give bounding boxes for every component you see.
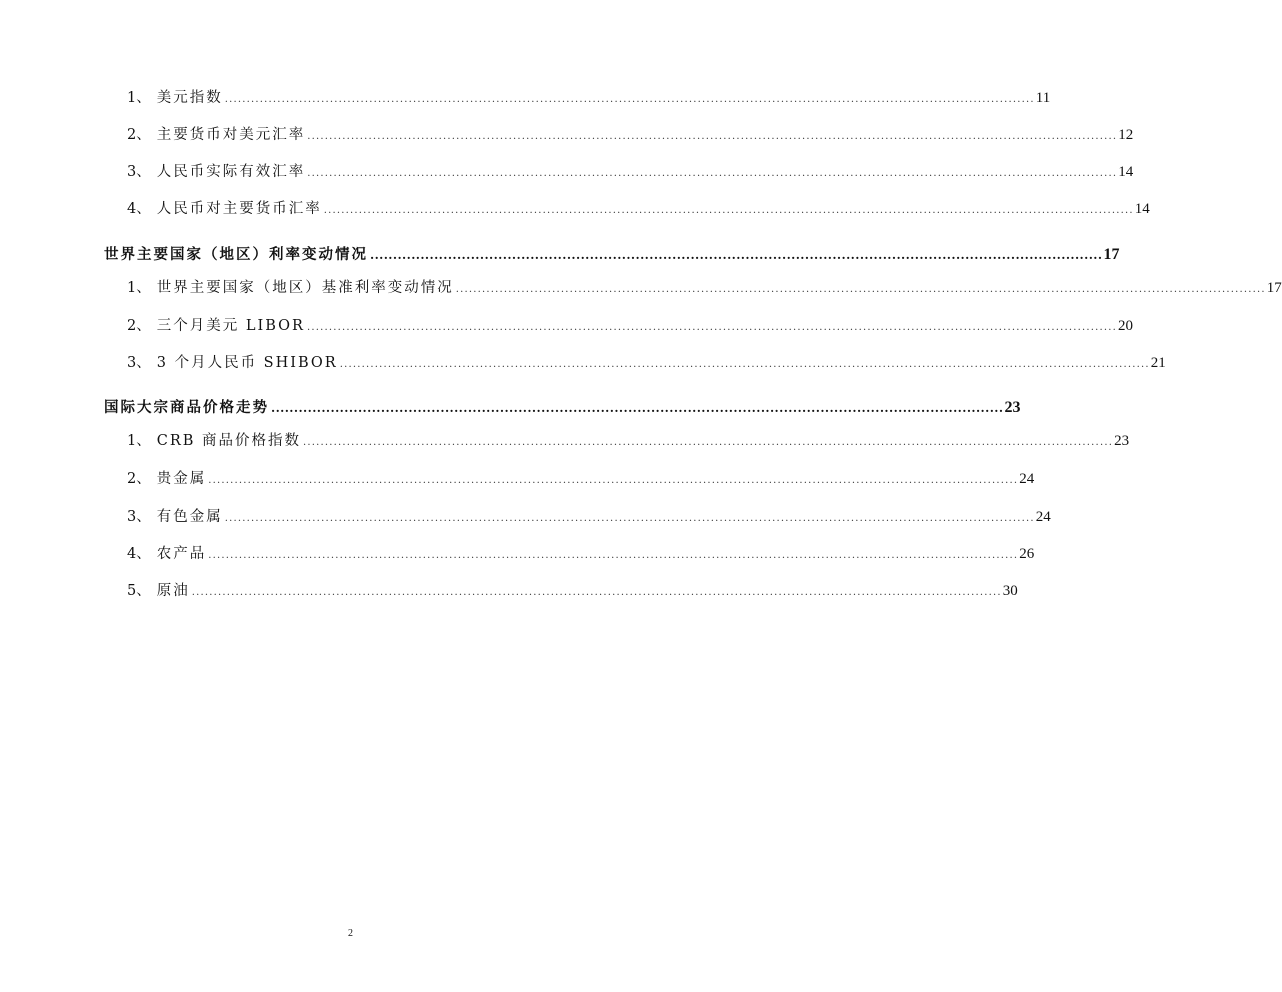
toc-entry-number: 4、 xyxy=(127,546,151,562)
toc-entry-rmb-reer[interactable] xyxy=(127,162,1134,182)
toc-entry-title: 人民币实际有效汇率 xyxy=(156,164,306,180)
toc-section-interest-rates[interactable] xyxy=(104,245,1120,265)
toc-entry-crb-index[interactable] xyxy=(127,431,1130,451)
toc-dot-leader: ......................................................................................................................................................................................... xyxy=(224,513,1035,524)
toc-section-page: 17 xyxy=(1103,246,1120,263)
toc-entry-number: 1、 xyxy=(127,90,151,106)
toc-section-page: 23 xyxy=(1004,399,1021,416)
toc-entry-agricultural-products[interactable] xyxy=(127,544,1035,564)
toc-entry-page: 12 xyxy=(1118,127,1134,143)
toc-entry-number: 2、 xyxy=(127,318,151,334)
toc-entry-title: 农产品 xyxy=(156,546,207,562)
toc-entry-number: 2、 xyxy=(127,471,151,487)
toc-entry-title: 世界主要国家（地区）基准利率变动情况 xyxy=(156,280,454,296)
toc-entry-title: 原油 xyxy=(156,583,190,599)
toc-entry-usd-libor[interactable] xyxy=(127,316,1133,336)
toc-entry-page: 14 xyxy=(1118,164,1134,180)
toc-entry-precious-metals[interactable] xyxy=(127,469,1035,489)
toc-entry-page: 30 xyxy=(1002,583,1018,599)
toc-dot-leader: ......................................................................................................................................................................................... xyxy=(303,437,1114,448)
toc-entry-title: 美元指数 xyxy=(156,90,223,106)
toc-dot-leader: ......................................................................................................................................................................................... xyxy=(191,587,1002,598)
toc-entry-page: 14 xyxy=(1134,201,1150,217)
toc-dot-leader: ......................................................................................................................................................................................... xyxy=(208,475,1019,486)
toc-entry-title: 主要货币对美元汇率 xyxy=(156,127,306,143)
toc-entry-title: CRB 商品价格指数 xyxy=(156,433,302,449)
toc-entry-number: 1、 xyxy=(127,433,151,449)
toc-entry-rmb-vs-major[interactable] xyxy=(127,199,1150,219)
toc-entry-page: 21 xyxy=(1150,355,1166,371)
toc-entry-title: 三个月美元 LIBOR xyxy=(156,318,305,334)
toc-section-title: 世界主要国家（地区）利率变动情况 xyxy=(104,246,368,263)
toc-entry-page: 24 xyxy=(1019,471,1035,487)
toc-dot-leader: ......................................................................................................................................................................................... xyxy=(323,205,1134,216)
toc-entry-number: 3、 xyxy=(127,164,151,180)
toc-entry-major-currencies-vs-usd[interactable] xyxy=(127,125,1134,145)
toc-entry-benchmark-rates[interactable] xyxy=(127,278,1282,298)
toc-entry-title: 3 个月人民币 SHIBOR xyxy=(156,355,338,371)
toc-entry-title: 人民币对主要货币汇率 xyxy=(156,201,322,217)
toc-entry-number: 3、 xyxy=(127,509,151,525)
toc-section-commodities[interactable] xyxy=(104,398,1021,418)
toc-entry-number: 1、 xyxy=(127,280,151,296)
toc-dot-leader: ......................................................................................................................................................................................... xyxy=(224,94,1035,105)
toc-entry-page: 17 xyxy=(1266,280,1282,296)
toc-entry-page: 11 xyxy=(1035,90,1051,106)
page-number: 2 xyxy=(348,928,353,939)
toc-entry-number: 2、 xyxy=(127,127,151,143)
toc-dot-leader: ......................................................................................................................................................................................... xyxy=(307,168,1118,179)
toc-entry-title: 贵金属 xyxy=(156,471,207,487)
toc-dot-leader: ................................................................................................................................................................ xyxy=(370,248,1103,262)
toc-dot-leader: ......................................................................................................................................................................................... xyxy=(307,131,1118,142)
toc-entry-page: 23 xyxy=(1114,433,1130,449)
toc-entry-number: 3、 xyxy=(127,355,151,371)
toc-entry-page: 24 xyxy=(1035,509,1051,525)
toc-entry-dollar-index[interactable] xyxy=(127,88,1051,108)
toc-entry-title: 有色金属 xyxy=(156,509,223,525)
toc-dot-leader: ......................................................................................................................................................................................... xyxy=(455,284,1266,295)
toc-entry-rmb-shibor[interactable] xyxy=(127,353,1166,373)
toc-entry-page: 20 xyxy=(1118,318,1133,334)
toc-dot-leader: ......................................................................................................................................................................................... xyxy=(208,550,1019,561)
toc-entry-page: 26 xyxy=(1019,546,1035,562)
toc-entry-number: 5、 xyxy=(127,583,151,599)
toc-entry-nonferrous-metals[interactable] xyxy=(127,507,1051,527)
toc-section-title: 国际大宗商品价格走势 xyxy=(104,399,269,416)
toc-dot-leader: ................................................................................................................................................................ xyxy=(271,401,1004,415)
toc-entry-crude-oil[interactable] xyxy=(127,581,1018,601)
toc-dot-leader: ......................................................................................................................................................................................... xyxy=(339,359,1150,370)
toc-entry-number: 4、 xyxy=(127,201,151,217)
toc-dot-leader: ......................................................................................................................................................................................... xyxy=(306,322,1117,333)
